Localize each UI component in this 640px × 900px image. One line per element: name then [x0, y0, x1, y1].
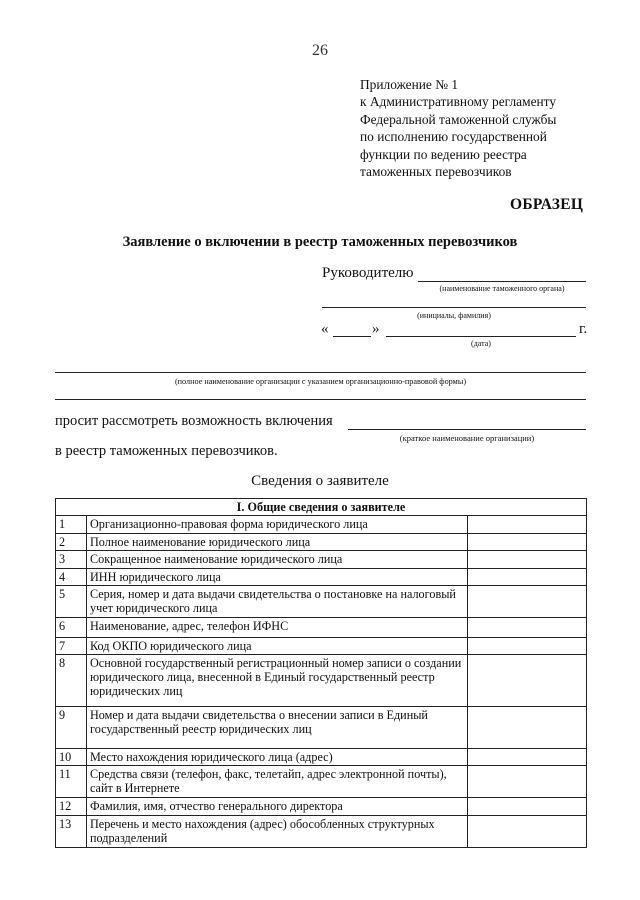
row-number: 10 [56, 749, 87, 766]
row-label: Номер и дата выдачи свидетельства о внесении записи в Единый государственный реестр юридических лиц [87, 707, 468, 749]
request-text-line-1: просит рассмотреть возможность включения [55, 413, 333, 429]
appendix-block [360, 76, 620, 180]
row-label: Код ОКПО юридического лица [87, 637, 468, 654]
request-text-line-2: в реестр таможенных перевозчиков. [55, 443, 278, 459]
row-value-cell[interactable] [468, 568, 587, 585]
row-label: ИНН юридического лица [87, 568, 468, 585]
row-label: Серия, номер и дата выдачи свидетельства о постановке на налоговый учет юридического лица [87, 585, 468, 617]
addressee-label: Руководителю [322, 265, 414, 281]
row-label: Средства связи (телефон, факс, телетайп, адрес электронной почты), сайт в Интернете [87, 766, 468, 798]
organization-name-line [55, 372, 586, 373]
organization-name-hint: (полное наименование организации с указанием организационно-правовой формы) [174, 377, 467, 386]
short-name-line [348, 429, 586, 430]
authority-name-hint: (наименование таможенного органа) [439, 284, 565, 293]
table-row [56, 516, 587, 534]
row-value-cell[interactable] [468, 617, 587, 637]
table-row [56, 749, 587, 766]
table-row [56, 655, 587, 707]
date-day-line [333, 336, 371, 337]
year-suffix: г. [579, 321, 588, 337]
row-label: Наименование, адрес, телефон ИФНС [87, 617, 468, 637]
row-label: Перечень и место нахождения (адрес) обособленных структурных подразделений [87, 816, 468, 848]
table-row [56, 707, 587, 749]
table-heading-row [56, 499, 587, 516]
date-quote-open: « [321, 321, 329, 337]
appendix-line: функции по ведению реестра [360, 146, 527, 162]
table-row [56, 637, 587, 654]
row-value-cell[interactable] [468, 707, 587, 749]
row-value-cell[interactable] [468, 551, 587, 568]
sample-label: ОБРАЗЕЦ [510, 196, 584, 213]
row-label: Полное наименование юридического лица [87, 534, 468, 551]
organization-name-line-2 [55, 399, 586, 400]
row-number: 7 [56, 637, 87, 654]
table-heading: I. Общие сведения о заявителе [56, 499, 587, 516]
row-number: 13 [56, 816, 87, 848]
row-number: 2 [56, 534, 87, 551]
row-number: 1 [56, 516, 87, 534]
appendix-line: к Административному регламенту [360, 94, 557, 110]
applicant-info-table [55, 498, 587, 848]
table-row [56, 798, 587, 816]
date-hint: (дата) [471, 339, 491, 348]
authority-name-line [418, 281, 586, 282]
row-number: 8 [56, 655, 87, 707]
row-value-cell[interactable] [468, 798, 587, 816]
initials-hint: (инициалы, фамилия) [417, 311, 491, 320]
row-value-cell[interactable] [468, 585, 587, 617]
row-label: Место нахождения юридического лица (адрес) [87, 749, 468, 766]
row-label: Основной государственный регистрационный номер записи о создании юридического лица, внесенной в Единый государственный реестр юридических лиц [87, 655, 468, 707]
table-row [56, 534, 587, 551]
row-number: 11 [56, 766, 87, 798]
row-number: 9 [56, 707, 87, 749]
appendix-line: таможенных перевозчиков [360, 164, 512, 180]
date-quote-close: » [372, 321, 380, 337]
table-row [56, 766, 587, 798]
row-label: Организационно-правовая форма юридического лица [87, 516, 468, 534]
appendix-line: по исполнению государственной [360, 129, 547, 145]
row-value-cell[interactable] [468, 534, 587, 551]
row-value-cell[interactable] [468, 516, 587, 534]
row-number: 3 [56, 551, 87, 568]
page-number: 26 [312, 42, 328, 59]
row-number: 5 [56, 585, 87, 617]
row-number: 12 [56, 798, 87, 816]
section-title: Сведения о заявителе [251, 473, 389, 489]
row-number: 6 [56, 617, 87, 637]
row-number: 4 [56, 568, 87, 585]
initials-line [322, 307, 586, 308]
date-month-line [386, 336, 576, 337]
table-row [56, 585, 587, 617]
row-value-cell[interactable] [468, 766, 587, 798]
row-value-cell[interactable] [468, 655, 587, 707]
table-row [56, 816, 587, 848]
appendix-line: Федеральной таможенной службы [360, 111, 557, 127]
appendix-line: Приложение № 1 [360, 77, 459, 92]
table-row [56, 551, 587, 568]
table-row [56, 617, 587, 637]
row-label: Фамилия, имя, отчество генерального директора [87, 798, 468, 816]
row-value-cell[interactable] [468, 637, 587, 654]
row-label: Сокращенное наименование юридического лица [87, 551, 468, 568]
row-value-cell[interactable] [468, 816, 587, 848]
table-row [56, 568, 587, 585]
short-name-hint: (краткое наименование организации) [399, 433, 535, 443]
row-value-cell[interactable] [468, 749, 587, 766]
document-title: Заявление о включении в реестр таможенных перевозчиков [122, 234, 518, 250]
